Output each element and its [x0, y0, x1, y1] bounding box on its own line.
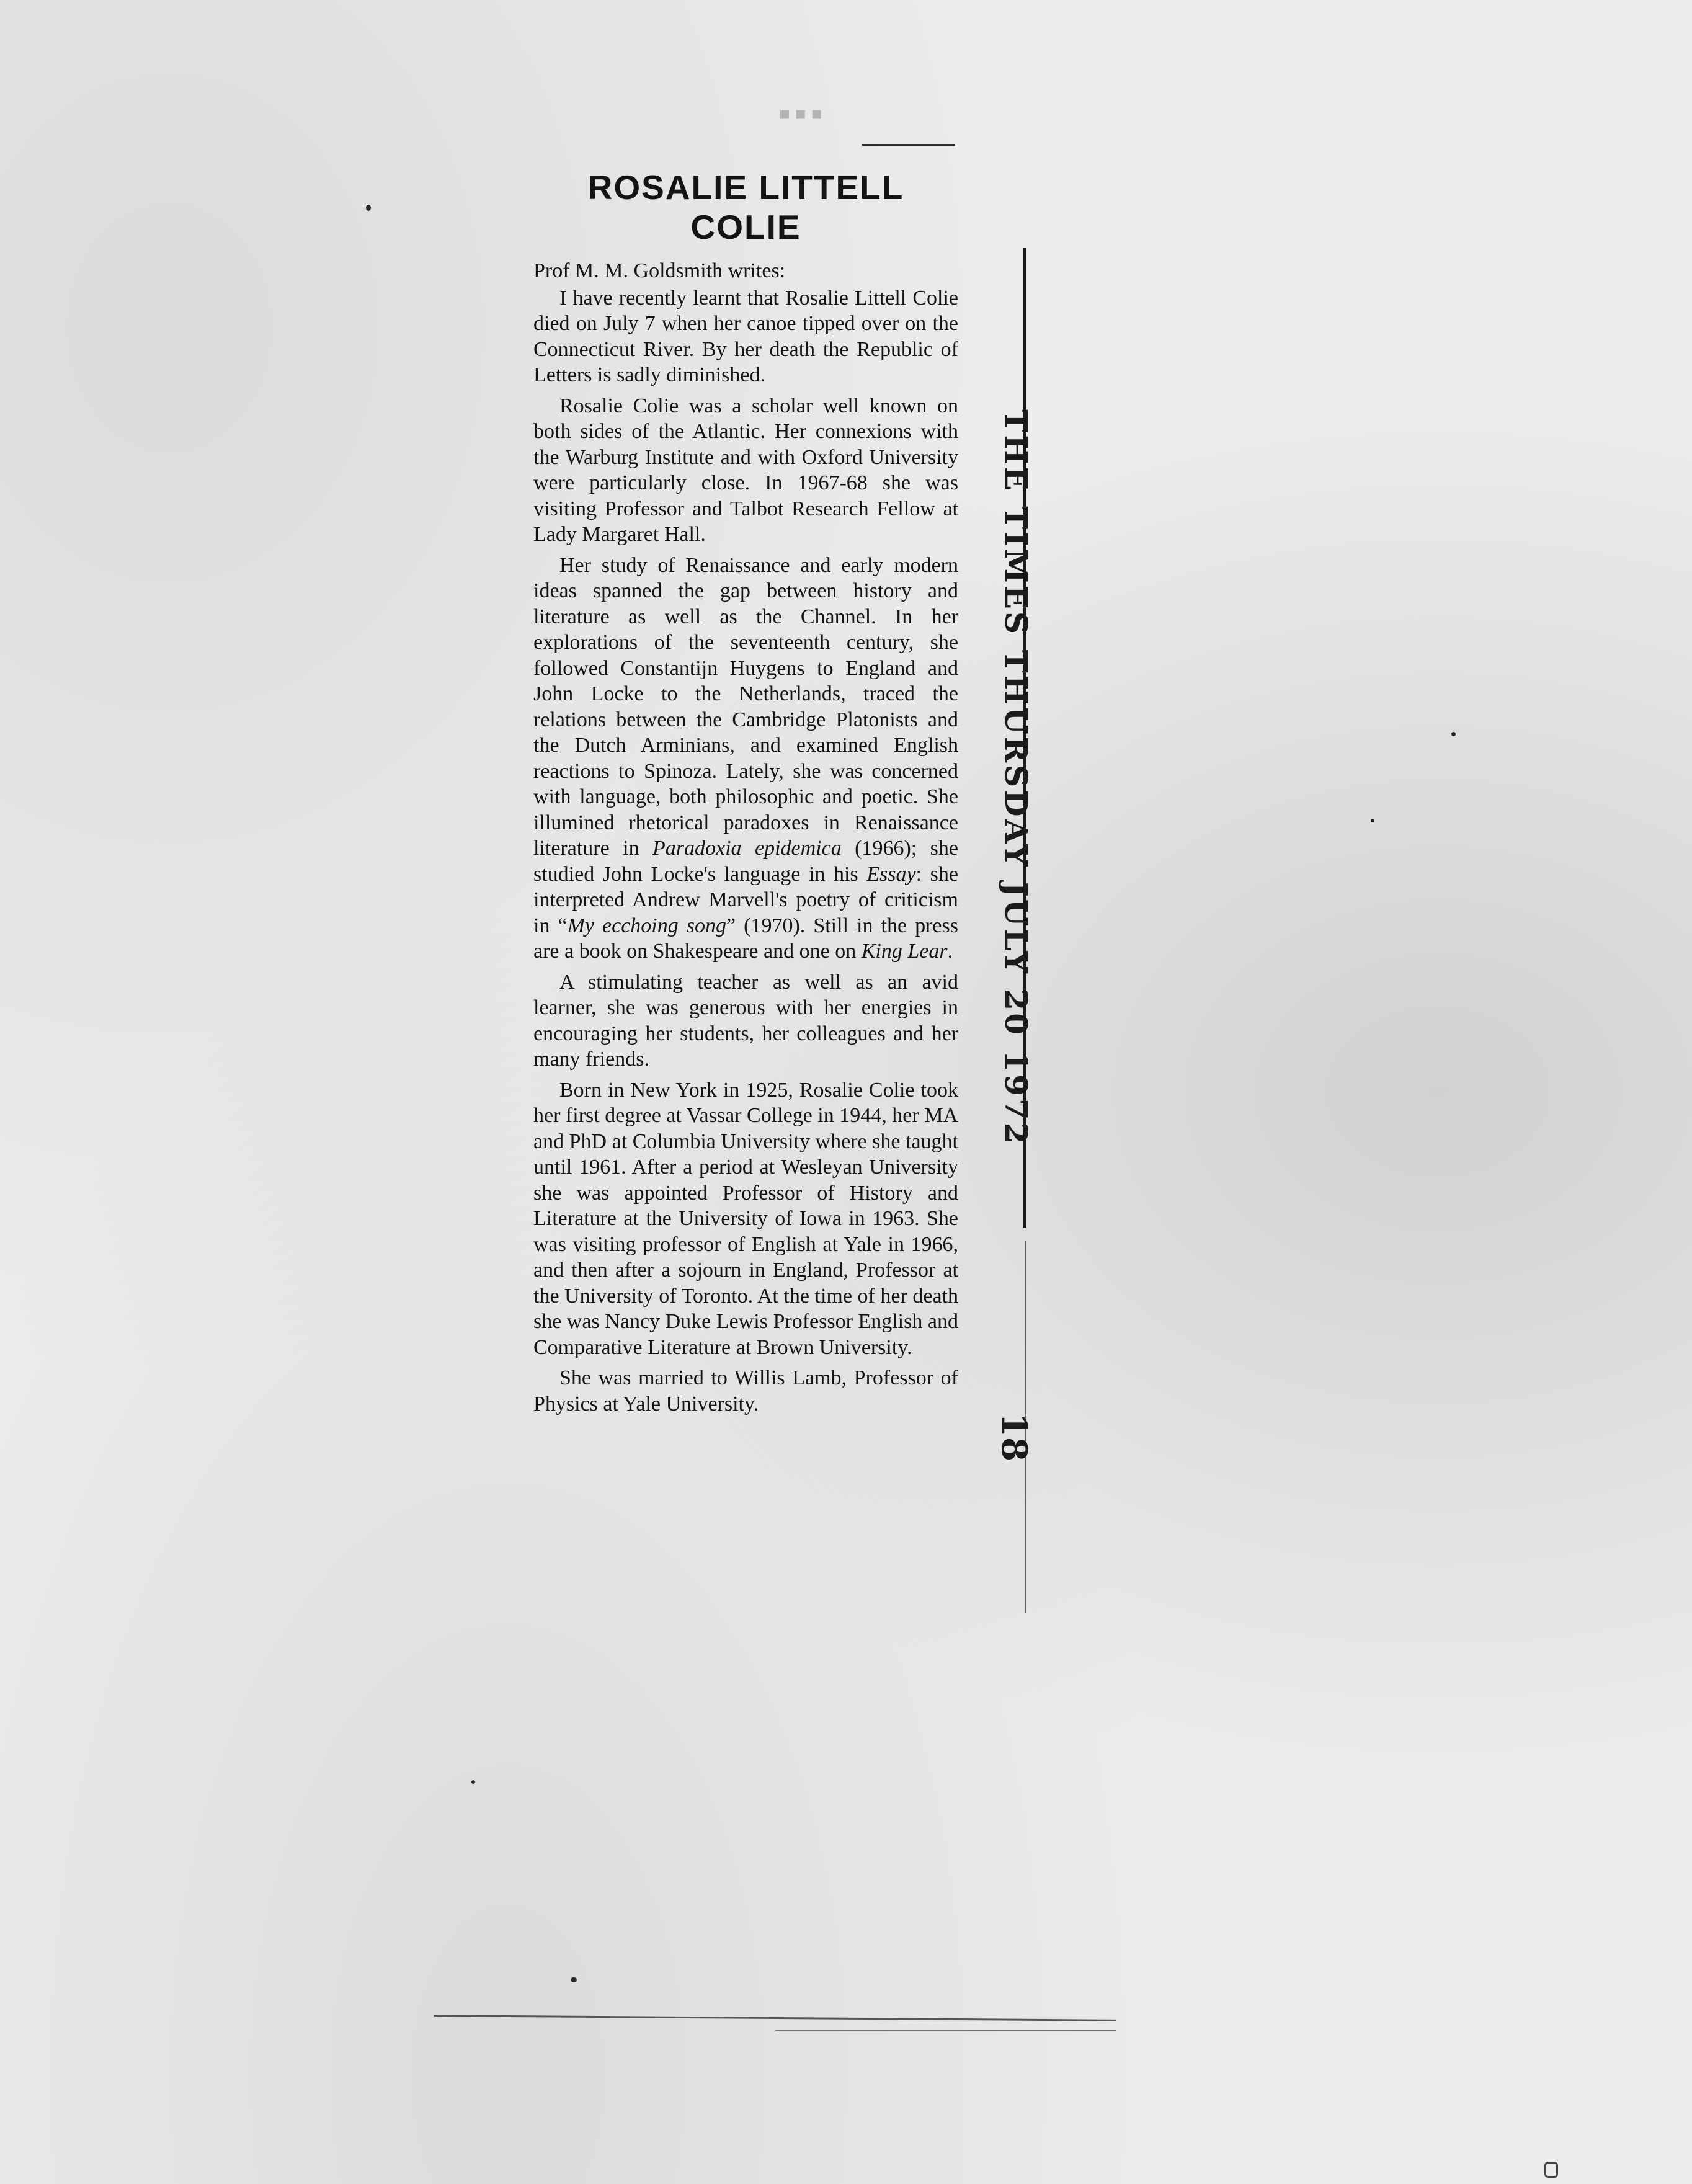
page-number: 18: [994, 1413, 1035, 1461]
byline: Prof M. M. Goldsmith writes:: [533, 259, 786, 282]
obituary-headline: [533, 167, 958, 247]
paragraph-5: Born in New York in 1925, Rosalie Colie took her first degree at Vassar College in 1944, her MA and PhD at Columbia University where she taught until 1961. After a period at Wesleyan University she was appointed Professor of History and Literature at the University of Iowa in 1963. She was visiting professor of English at Yale in 1966, and then after a sojourn in England, Professor at the University of Toronto. At the time of her death she was Nancy Duke Lewis Professor English and Comparative Literature at Brown University.: [533, 1078, 958, 1359]
paragraph-3-text-c: : she interpreted Andrew Marvell's poetry of criticism in “: [533, 862, 958, 937]
dust-speck: [471, 1780, 475, 1784]
dust-speck: [571, 1977, 577, 1982]
dust-speck: [1451, 732, 1456, 736]
book-title-paradoxia: Paradoxia epidemica: [652, 837, 842, 860]
dust-speck: [1371, 819, 1374, 822]
paragraph-3-text-b: (1966); she studied John Locke's language in his: [533, 837, 958, 886]
book-title-king-lear: King Lear: [861, 940, 948, 963]
corner-mark: [1544, 2162, 1558, 2178]
article-body: [533, 258, 958, 1417]
paragraph-2: Rosalie Colie was a scholar well known on both sides of the Atlantic. Her connexions with the Warburg Institute and with Oxford University were particularly close. In 1967-68 she was visiting Professor and Talbot Research Fellow at Lady Margaret Hall.: [533, 394, 958, 546]
paragraph-1: I have recently learnt that Rosalie Littell Colie died on July 7 when her canoe tipped over on the Connecticut River. By her death the Republic of Letters is sadly diminished.: [533, 286, 958, 386]
headline-line-1: ROSALIE LITTELL: [587, 168, 904, 207]
paragraph-3-text-e: .: [947, 940, 953, 963]
book-title-my-ecchoing-song: My ecchoing song: [567, 914, 727, 937]
paragraph-3: [533, 553, 958, 965]
bottom-rule-faint: [775, 2030, 1116, 2031]
newspaper-clipping: [533, 167, 958, 1422]
paragraph-6: She was married to Willis Lamb, Professor of Physics at Yale University.: [533, 1366, 958, 1415]
book-title-essay: Essay: [866, 862, 916, 886]
paragraph-4: A stimulating teacher as well as an avid learner, she was generous with her energies in encouraging her students, her colleagues and her many friends.: [533, 970, 958, 1071]
top-rule: [862, 144, 955, 146]
paragraph-3-text-d: ” (1970). Still in the press are a book on Shakespeare and one on: [533, 914, 958, 963]
dust-speck: [366, 205, 371, 211]
paragraph-3-text-a: Her study of Renaissance and early modern ideas spanned the gap between history and literature as well as the Channel. In her explorations of the seventeenth century, she followed Constantijn Huygens to England and John Locke to the Netherlands, traced the relations between the Cambridge Platonists and the Dutch Arminians, and examined English reactions to Spinoza. Lately, she was concerned with language, both philosophic and poetic. She illumined rhetorical paradoxes in Renaissance literature in: [533, 553, 958, 860]
newspaper-masthead-date: THE TIMES THURSDAY JULY 20 1972: [998, 409, 1035, 1147]
faded-stamp-smudge: ▪▪▪: [778, 94, 827, 133]
bottom-rule: [434, 2015, 1116, 2021]
headline-line-2: COLIE: [690, 208, 801, 246]
